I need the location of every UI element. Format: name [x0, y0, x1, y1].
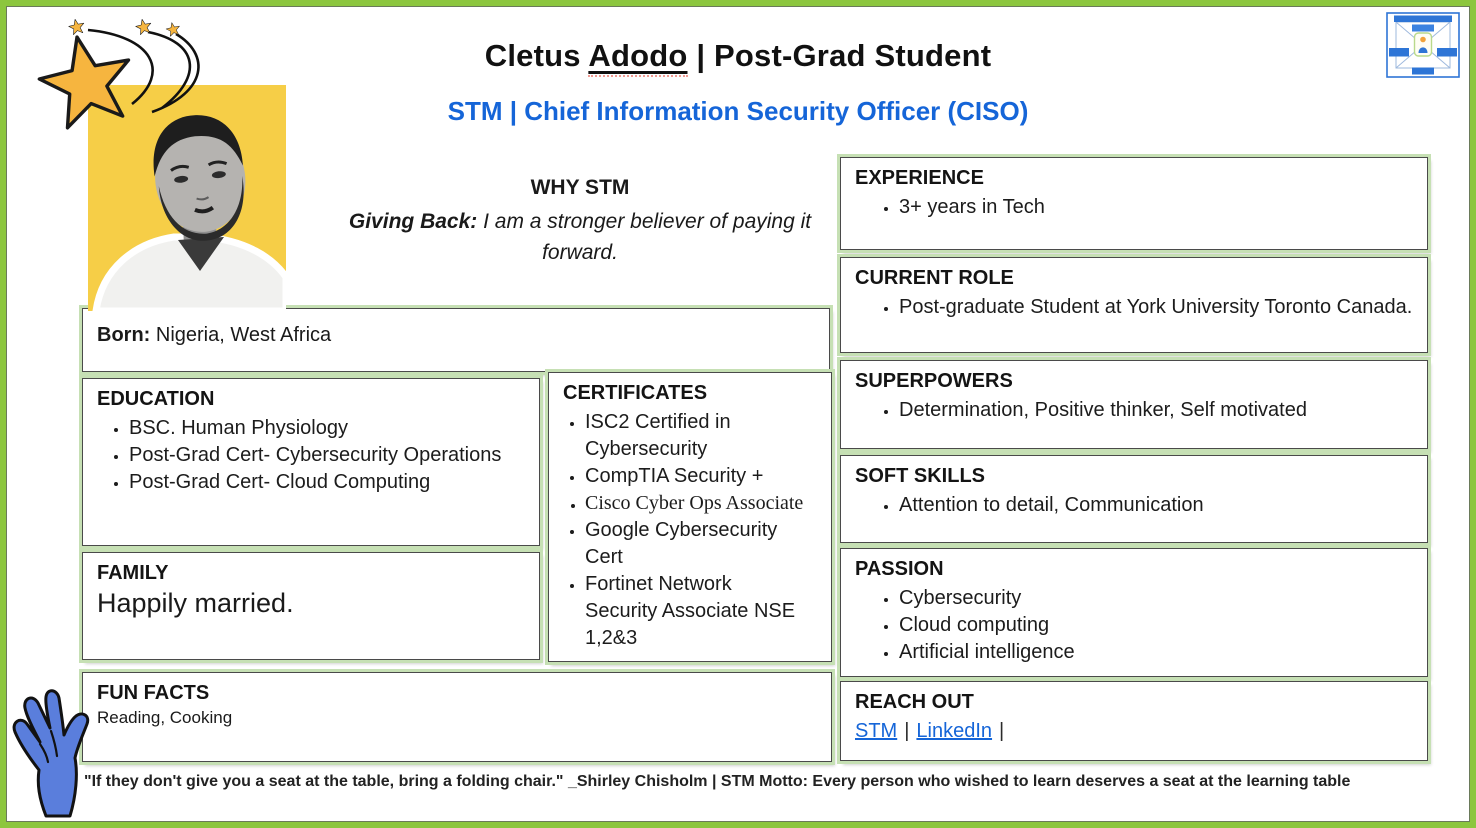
born-value: Nigeria, West Africa — [150, 324, 332, 346]
soft-skills-heading: SOFT SKILLS — [855, 465, 985, 487]
soft-skills-item: • Attention to detail, Communication — [899, 492, 1413, 519]
reach-out-links — [855, 720, 1413, 743]
passion-heading: PASSION — [855, 558, 944, 580]
why-stm-body: I am a stronger believer of paying it forward. — [477, 210, 812, 264]
link-separator: | — [904, 720, 910, 742]
family-heading: FAMILY — [97, 562, 169, 584]
experience-list — [855, 194, 1413, 221]
current-role-box — [840, 257, 1428, 353]
certificate-item: • Fortinet Network Security Associate NSE 1,2&3 — [585, 571, 807, 652]
current-role-item: • Post-graduate Student at York University Toronto Canada. — [899, 294, 1413, 321]
education-item: • BSC. Human Physiology — [129, 415, 525, 442]
page-subtitle: STM | Chief Information Security Officer (CISO) — [447, 96, 1029, 126]
fun-facts-heading: FUN FACTS — [97, 682, 210, 704]
soft-skills-box — [840, 455, 1428, 543]
fun-facts-box — [82, 672, 832, 762]
education-heading: EDUCATION — [97, 388, 215, 410]
link-separator: | — [999, 720, 1005, 742]
superpowers-item: • Determination, Positive thinker, Self motivated — [899, 397, 1413, 424]
superpowers-box — [840, 360, 1428, 449]
why-stm-section — [320, 176, 840, 268]
experience-heading: EXPERIENCE — [855, 167, 984, 189]
linkedin-link[interactable]: LinkedIn — [916, 720, 993, 742]
certificates-heading: CERTIFICATES — [563, 382, 708, 404]
fun-facts-text: Reading, Cooking — [97, 708, 233, 727]
education-box — [82, 378, 540, 546]
born-box — [82, 308, 830, 372]
certificate-item: • CompTIA Security + — [585, 463, 807, 490]
certificate-item: • Cisco Cyber Ops Associate — [585, 490, 817, 517]
education-item: • Post-Grad Cert- Cloud Computing — [129, 469, 525, 496]
passion-item: • Artificial intelligence — [899, 639, 1413, 666]
certificate-item: • Google Cybersecurity Cert — [585, 517, 807, 571]
current-role-list — [855, 294, 1413, 321]
why-stm-lead: Giving Back: — [348, 210, 478, 233]
certificate-item: • ISC2 Certified in Cybersecurity — [585, 409, 807, 463]
family-box — [82, 552, 540, 660]
title-prefix: Cletus — [484, 38, 589, 73]
experience-item: • 3+ years in Tech — [899, 194, 1413, 221]
soft-skills-list — [855, 492, 1413, 519]
experience-box — [840, 157, 1428, 250]
born-label: Born: — [97, 324, 151, 346]
page-title — [0, 38, 1476, 74]
passion-item: • Cloud computing — [899, 612, 1413, 639]
superpowers-heading: SUPERPOWERS — [855, 370, 1013, 392]
superpowers-list — [855, 397, 1413, 424]
reach-out-heading: REACH OUT — [855, 691, 974, 713]
passion-list — [855, 585, 1413, 666]
certificates-list — [563, 409, 817, 652]
passion-box — [840, 548, 1428, 677]
stm-diagram-logo — [1386, 12, 1460, 78]
why-stm-heading: WHY STM — [530, 176, 630, 199]
shooting-star-icon — [12, 6, 204, 130]
family-text: Happily married. — [97, 588, 294, 618]
education-list — [97, 415, 525, 496]
title-suffix: | Post-Grad Student — [687, 38, 992, 73]
glove-icon — [2, 686, 102, 820]
footer-quote: "If they don't give you a seat at the table, bring a folding chair." _Shirley Chisholm | STM Motto: Every person who wished to learn deserves a seat at the learning table — [84, 773, 1351, 790]
reach-out-box — [840, 681, 1428, 761]
passion-item: • Cybersecurity — [899, 585, 1413, 612]
stm-link[interactable]: STM — [855, 720, 898, 742]
certificates-box — [548, 372, 832, 662]
current-role-heading: CURRENT ROLE — [855, 267, 1014, 289]
why-stm-text — [320, 206, 840, 268]
title-misspelled-word: Adodo — [588, 38, 687, 77]
education-item: • Post-Grad Cert- Cybersecurity Operations — [129, 442, 525, 469]
